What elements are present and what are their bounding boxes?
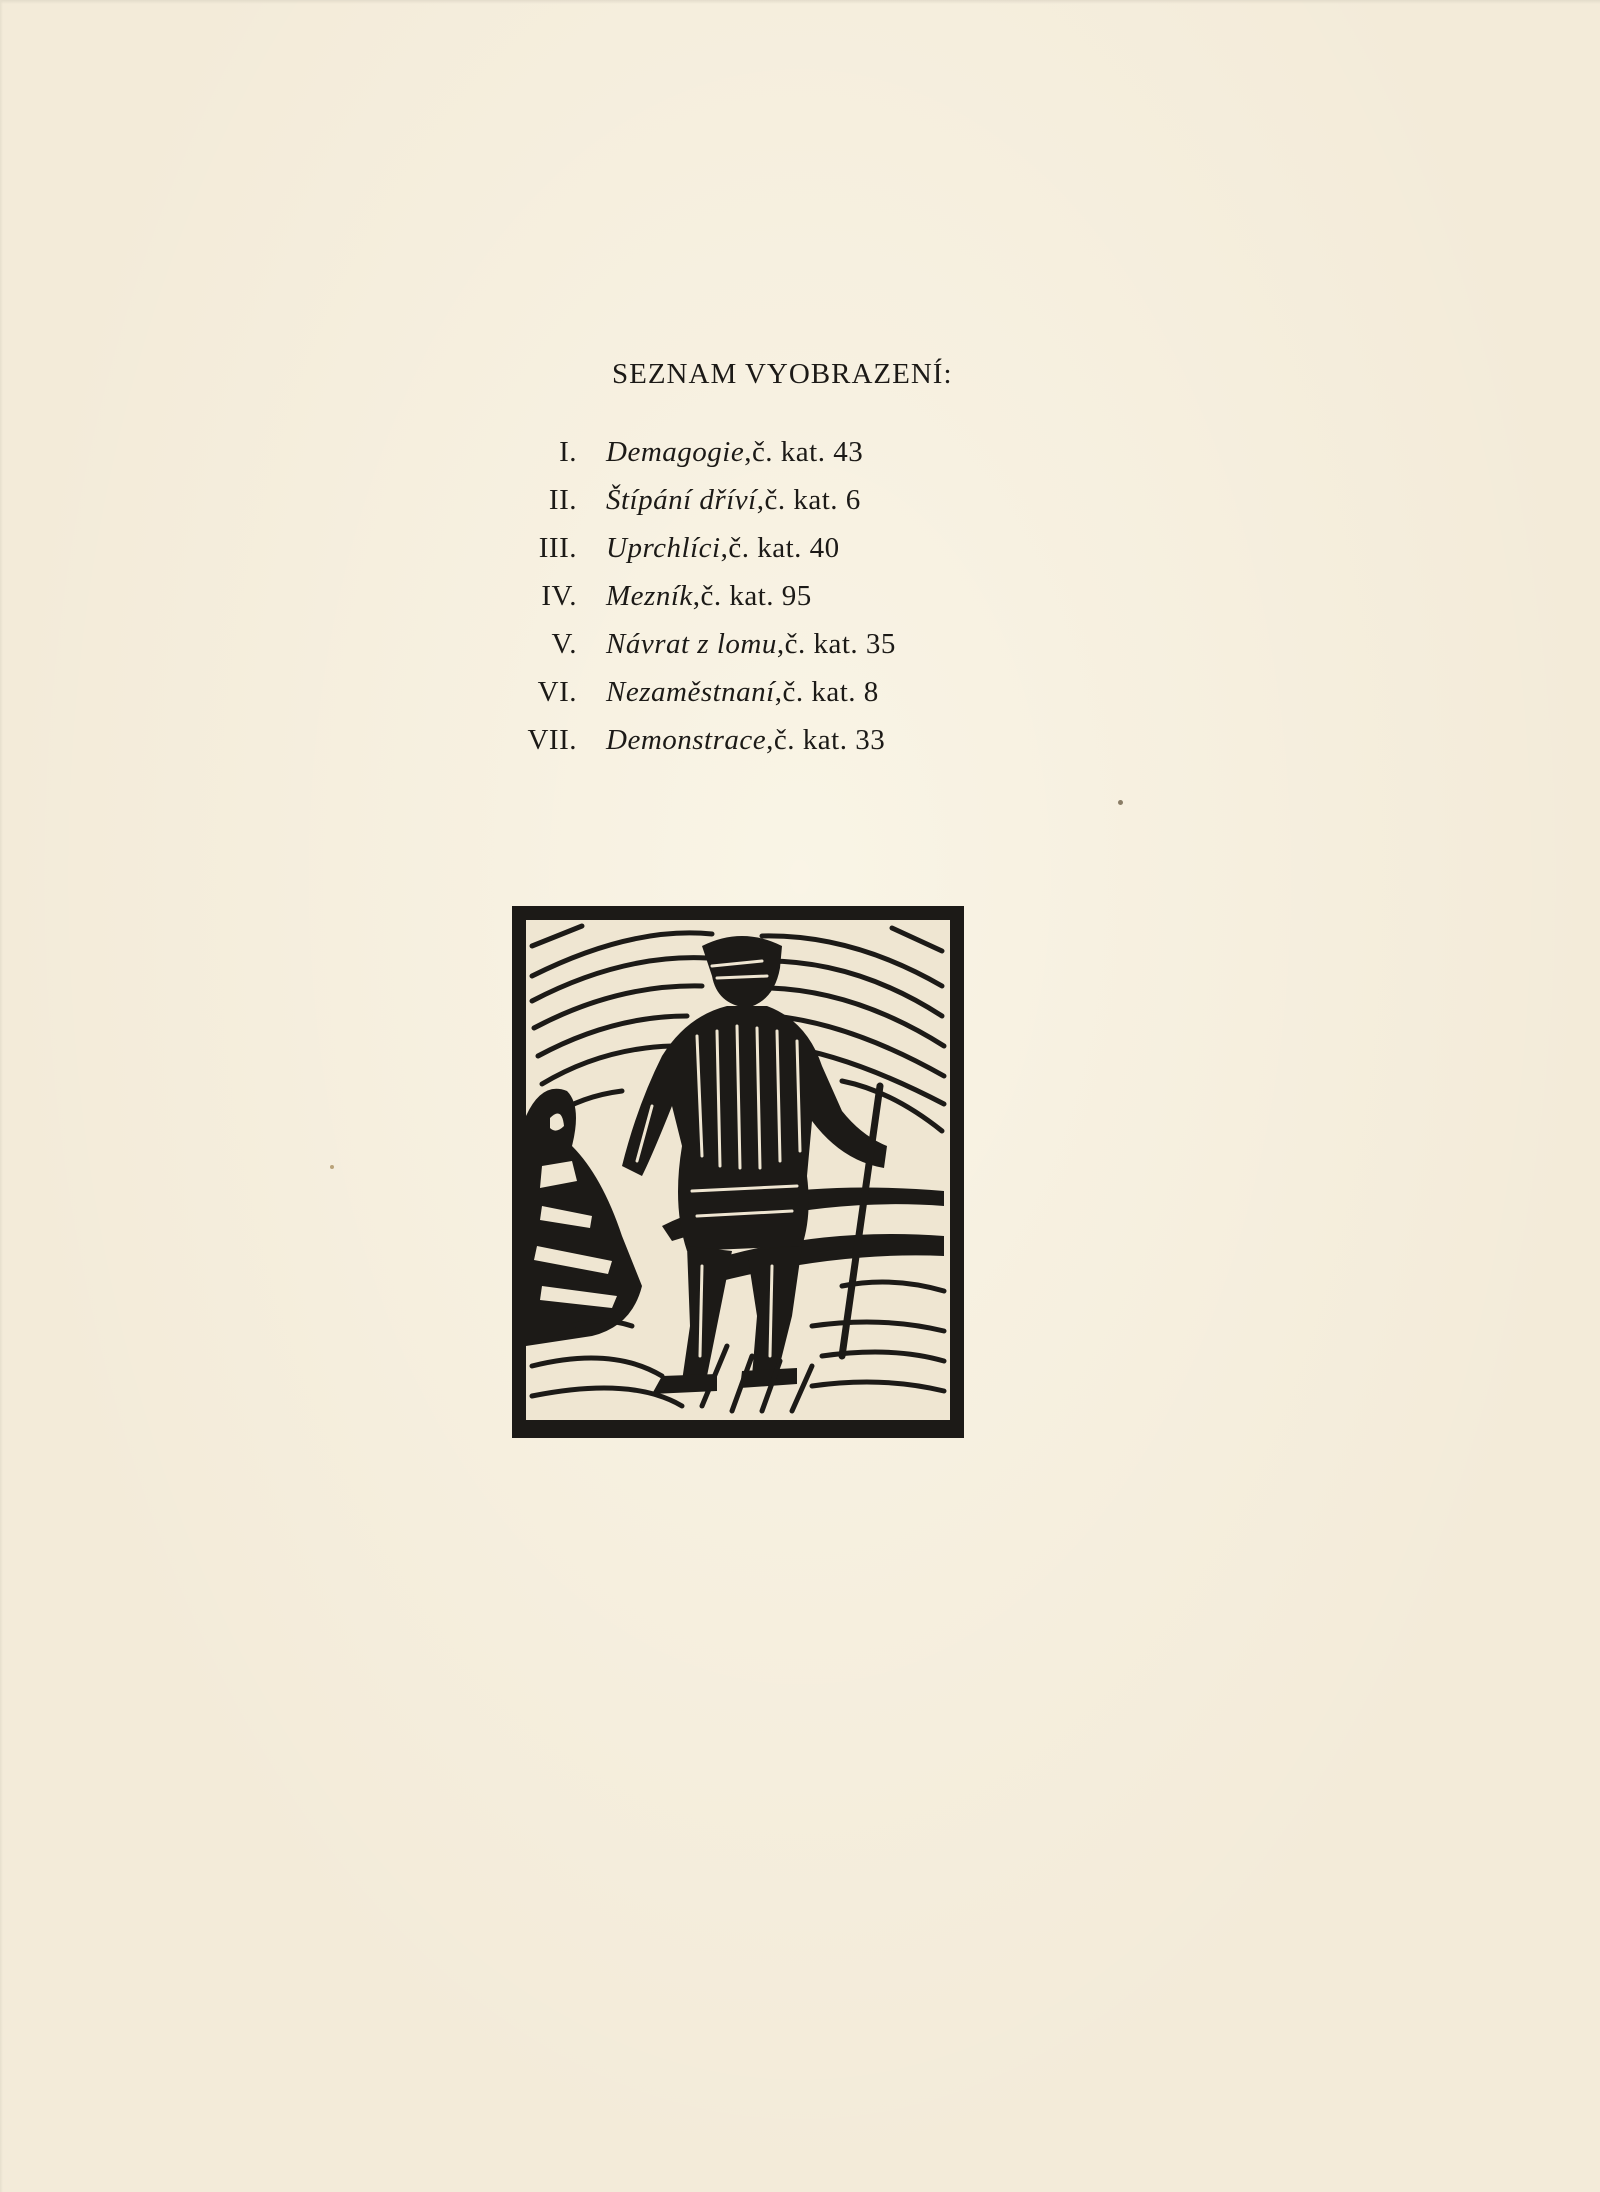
item-title: Demonstrace [606,724,767,756]
item-title: Demagogie [606,436,745,468]
item-separator: , [766,724,774,756]
woodcut-illustration [512,906,964,1438]
item-numeral: III. [538,532,577,564]
item-separator: , [692,580,701,612]
item-separator: , [776,628,785,660]
item-numeral: V. [551,628,577,660]
item-catalog-number: č. kat. 6 [764,484,861,516]
item-title: Štípání dříví [606,484,757,516]
list-item [480,628,1080,676]
item-catalog-number: č. kat. 33 [773,724,886,756]
list-item [480,676,1080,724]
item-numeral: II. [548,484,577,516]
item-title: Návrat z lomu [606,628,777,660]
item-title: Uprchlíci [606,532,721,564]
list-item [480,436,1080,484]
item-separator: , [756,484,765,516]
item-catalog-number: č. kat. 35 [784,628,896,660]
page-edge [0,0,3,2192]
item-title: Mezník [606,580,693,612]
item-numeral: I. [559,436,577,468]
list-item [480,580,1080,628]
illustration-list [480,436,1080,772]
item-title: Nezaměstnaní [606,676,775,708]
item-separator: , [744,436,752,468]
list-heading: SEZNAM VYOBRAZENÍ: [612,358,953,390]
item-separator: , [720,532,729,564]
item-catalog-number: č. kat. 95 [700,580,812,612]
item-numeral: IV. [541,580,577,612]
item-catalog-number: č. kat. 40 [728,532,840,564]
paper-speck [1118,800,1123,805]
item-numeral: VI. [537,676,577,708]
list-item [480,532,1080,580]
item-numeral: VII. [527,724,577,756]
item-separator: , [774,676,783,708]
item-catalog-number: č. kat. 43 [751,436,864,468]
item-catalog-number: č. kat. 8 [782,676,879,708]
list-item [480,724,1080,772]
list-item [480,484,1080,532]
paper-speck [330,1165,334,1169]
page-edge [0,0,1600,4]
